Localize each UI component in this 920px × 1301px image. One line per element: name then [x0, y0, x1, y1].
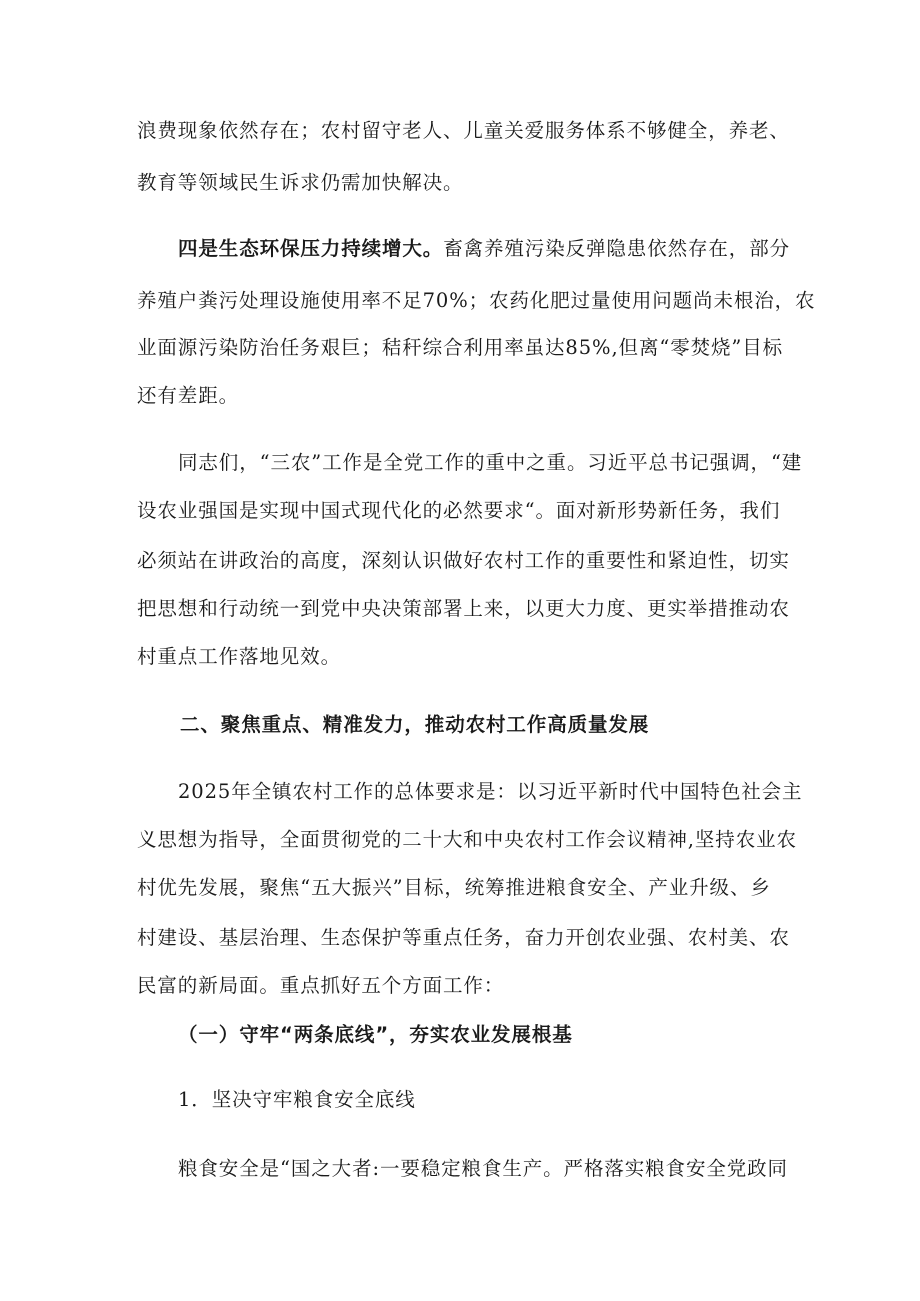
paragraph-line: 设农业强国是实现中国式现代化的必然要求“。面对新形势新任务，我们 [137, 499, 781, 522]
paragraph-line: 教育等领域民生诉求仍需加快解决。 [137, 171, 464, 194]
paragraph-lead: 四是生态环保压力持续增大。 [178, 237, 444, 260]
paragraph-line: 业面源污染防治任务艰巨；秸秆综合利用率虽达85%,但离“零焚烧”目标 [137, 336, 784, 359]
paragraph-text: 畜禽养殖污染反弹隐患依然存在，部分 [443, 237, 791, 260]
item-heading: 1．坚决守牢粮食安全底线 [178, 1088, 416, 1111]
paragraph-line: 把思想和行动统一到党中央决策部署上来，以更大力度、更实举措推动农 [137, 597, 790, 620]
paragraph-line: 同志们，“三农”工作是全党工作的重中之重。习近平总书记强调，“建 [178, 451, 803, 474]
section-heading: 二、聚焦重点、精准发力，推动农村工作高质量发展 [180, 713, 650, 736]
paragraph-line: 还有差距。 [137, 384, 240, 407]
paragraph-line: 粮食安全是“国之大者:一要稳定粮食生产。严格落实粮食安全党政同 [178, 1157, 788, 1180]
paragraph-line [178, 237, 798, 261]
paragraph-line: 义思想为指导，全面贯彻党的二十大和中央农村工作会议精神,坚持农业农 [137, 828, 797, 851]
paragraph-line: 养殖户粪污处理设施使用率不足70%；农药化肥过量使用问题尚未根治，农 [137, 289, 816, 312]
paragraph-line: 村建设、基层治理、生态保护等重点任务，奋力开创农业强、农村美、农 [137, 926, 790, 949]
paragraph-line: 民富的新局面。重点抓好五个方面工作： [137, 974, 505, 997]
paragraph-line: 必须站在讲政治的高度，深刻认识做好农村工作的重要性和紧迫性，切实 [137, 549, 790, 572]
paragraph-line: 2025年全镇农村工作的总体要求是：以习近平新时代中国特色社会主 [178, 780, 803, 803]
sub-heading: （一）守牢“两条底线”，夯实农业发展根基 [178, 1023, 573, 1046]
paragraph-line: 村优先发展，聚焦“五大振兴”目标，统筹推进粮食安全、产业升级、乡 [137, 876, 771, 899]
paragraph-line: 村重点工作落地见效。 [137, 645, 342, 668]
paragraph-line: 浪费现象依然存在；农村留守老人、儿童关爱服务体系不够健全，养老、 [137, 119, 790, 142]
